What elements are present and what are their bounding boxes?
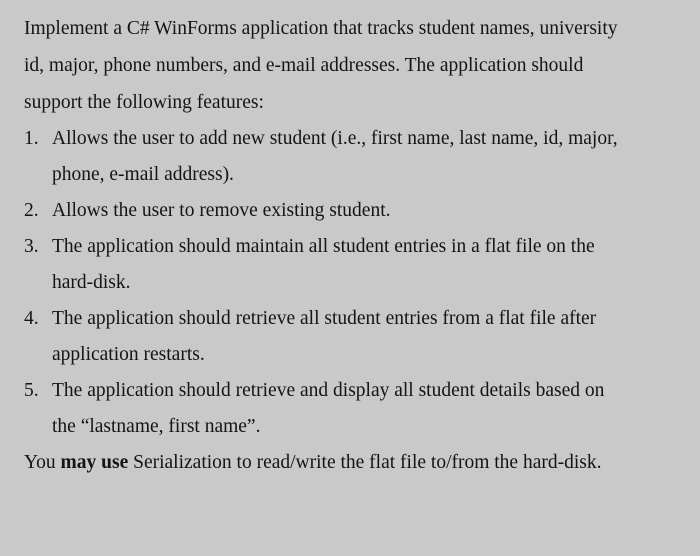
requirement-text-line: phone, e-mail address). <box>52 164 234 185</box>
requirement-text-line: application restarts. <box>52 344 205 365</box>
requirement-item-4 <box>24 301 680 373</box>
closing-text-start: You <box>24 452 61 473</box>
requirement-item-5 <box>24 373 680 445</box>
closing-paragraph <box>24 445 680 481</box>
requirement-text-line: the “lastname, first name”. <box>52 416 261 437</box>
requirement-text-line: The application should maintain all student entries in a flat file on the <box>52 236 595 257</box>
requirement-item-1 <box>24 121 680 193</box>
closing-emphasis: may use <box>60 452 129 473</box>
requirement-text-line: Allows the user to add new student (i.e., first name, last name, id, major, <box>52 128 618 149</box>
intro-line-2: id, major, phone numbers, and e-mail addresses. The application should <box>24 55 584 76</box>
requirement-number: 1. <box>24 128 39 149</box>
requirement-item-3 <box>24 229 680 301</box>
requirement-text-line: hard-disk. <box>52 272 131 293</box>
requirement-number: 2. <box>24 200 39 221</box>
closing-text-end: Serialization to read/write the flat file to/from the hard-disk. <box>128 452 602 473</box>
requirement-number: 4. <box>24 308 39 329</box>
requirement-number: 5. <box>24 380 39 401</box>
requirement-text-line: The application should retrieve and display all student details based on <box>52 380 605 401</box>
requirement-text-line: Allows the user to remove existing student. <box>52 200 391 221</box>
requirement-number: 3. <box>24 236 39 257</box>
intro-line-3: support the following features: <box>24 92 264 113</box>
requirements-list <box>24 121 680 445</box>
requirement-item-2 <box>24 193 680 229</box>
requirement-text-line: The application should retrieve all student entries from a flat file after <box>52 308 597 329</box>
intro-line-1: Implement a C# WinForms application that tracks student names, university <box>24 18 618 39</box>
intro-paragraph <box>24 10 680 121</box>
